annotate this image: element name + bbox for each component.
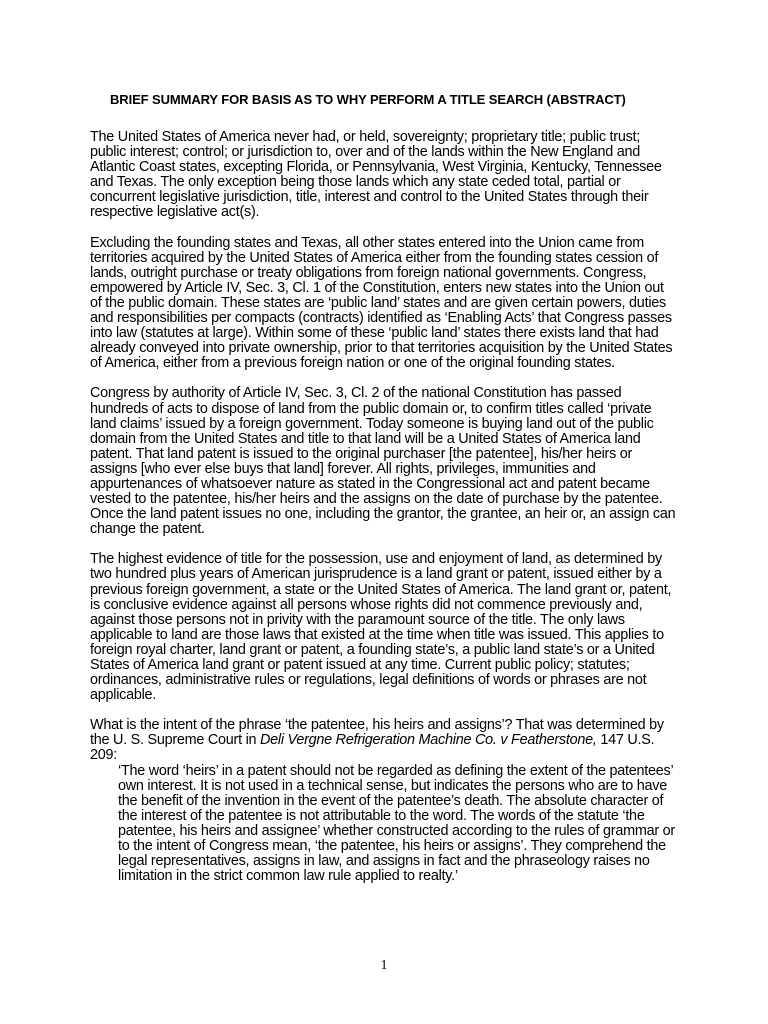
- page-number: 1: [380, 958, 388, 973]
- paragraph-public-land-states: Excluding the founding states and Texas, all other states entered into the Union came from territories acquired by the United States of America either from the founding states cession of lands, outright purchase or treaty obligations from foreign national governments. Congress, empowered by Article IV, Sec. 3, Cl. 1 of the Constitution, enters new states into the Union out of the public domain. These states are ‘public land’ states and are given certain powers, duties and responsibilities per compacts (contracts) identified as ‘Enabling Acts’ that Congress passes into law (statutes at large). Within some of these ‘public land’ states there exists land that had already conveyed into private ownership, prior to that territories acquisition by the United States of America, either from a previous foreign nation or one of the original founding states.: [90, 234, 673, 372]
- paragraph-intent-question: [90, 718, 678, 763]
- case-citation: Deli Vergne Refrigeration Machine Co. v Featherstone,: [260, 732, 597, 749]
- paragraph-evidence-of-title: The highest evidence of title for the possession, use and enjoyment of land, as determined by two hundred plus years of American jurisprudence is a land grant or patent, issued either by a previous foreign government, a state or the United States of America. The land grant or, patent, is conclusive evidence against all persons whose rights did not commence previously and, against those persons not in privity with the paramount source of the title. The only laws applicable to land are those laws that existed at the time when title was issued. This applies to foreign royal charter, land grant or patent, a founding state’s, a public land state’s or a United States of America land grant or patent issued at any time. Current public policy; statutes; ordinances, administrative rules or regulations, legal definitions of words or phrases are not applicable.: [90, 551, 672, 704]
- case-reference: 147 U.S. 209:: [90, 732, 655, 764]
- paragraph-sovereignty: The United States of America never had, or held, sovereignty; proprietary title; public trust; public interest; control; or jurisdiction to, over and of the lands within the New England and Atlantic Coast states, excepting Florida, or Pennsylvania, West Virginia, Kentucky, Tennessee and Texas. The only exception being those lands which any state ceded total, partial or concurrent legislative jurisdiction, title, interest and control to the United States through their respective legislative act(s).: [90, 129, 662, 221]
- paragraph-land-patents: Congress by authority of Article IV, Sec. 3, Cl. 2 of the national Constitution has passed hundreds of acts to dispose of land from the public domain or, to confirm titles called ‘private land claims’ issued by a foreign government. Today someone is buying land out of the public domain from the United States and title to that land will be a United States of America land patent. That land patent is issued to the original purchaser [the patentee], his/her heirs or assigns [who ever else buys that land] forever. All rights, privileges, immunities and appurtenances of whatsoever nature as stated in the Congressional act and patent became vested to the patentee, his/her heirs and the assigns on the date of purchase by the patentee. Once the land patent issues no one, including the grantor, the grantee, an heir or, an assign can change the patent.: [90, 385, 676, 538]
- document-title: BRIEF SUMMARY FOR BASIS AS TO WHY PERFORM A TITLE SEARCH (ABSTRACT): [110, 92, 626, 107]
- intent-question-text: What is the intent of the phrase ‘the patentee, his heirs and assigns’? That was determined by the U. S. Supreme Court in: [90, 717, 664, 749]
- supreme-court-quote: ‘The word ‘heirs’ in a patent should not be regarded as defining the extent of the patentees’ own interest. It is not used in a technical sense, but indicates the persons who are to have the benefit of the invention in the event of the patentee’s death. The absolute character of the interest of the patentee is not attributable to the word. The words of the statute ‘the patentee, his heirs and assignee’ whether constructed according to the rules of grammar or to the intent of Congress mean, ‘the patentee, his heirs or assigns’. They comprehend the legal representatives, assigns in law, and assigns in fact and the phraseology raises no limitation in the strict common law rule applied to realty.’: [118, 762, 675, 885]
- document-page: [90, 92, 678, 884]
